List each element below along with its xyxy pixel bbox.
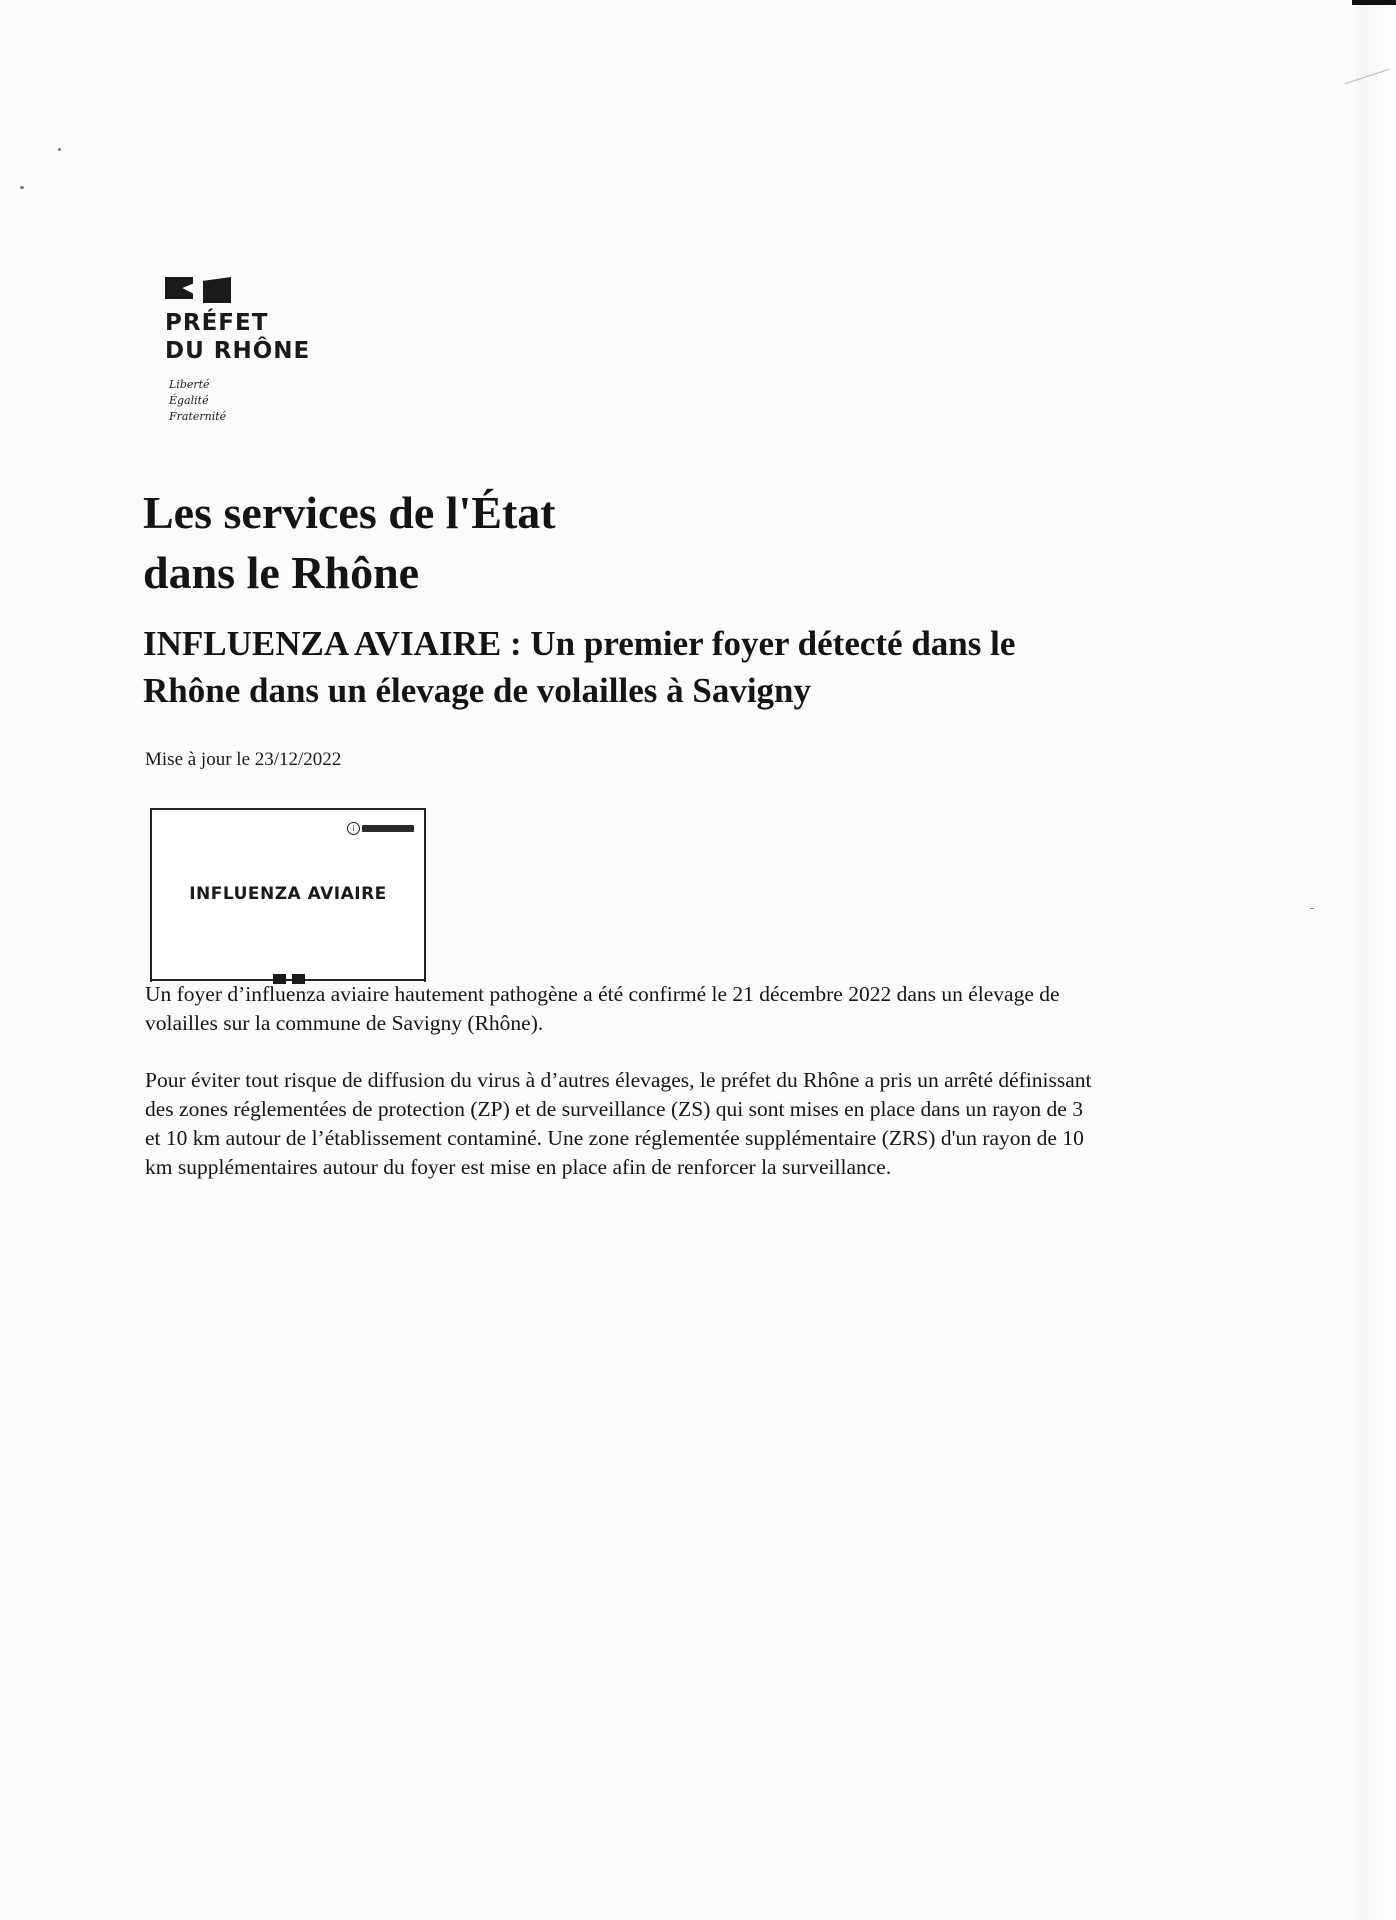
scan-speck xyxy=(20,186,24,189)
logo-title-line2: DU RHÔNE xyxy=(165,338,311,364)
logo-motto xyxy=(165,377,310,425)
article-image xyxy=(150,808,426,982)
flag-block-icon xyxy=(203,277,231,303)
image-title: INFLUENZA AVIAIRE xyxy=(189,884,387,904)
paragraph-1: Un foyer d’influenza aviaire hautement pathogène a été confirmé le 21 décembre 2022 dans un élevage de volailles sur la commune de Savigny (Rhône). xyxy=(145,982,1060,1035)
page-edge xyxy=(1356,0,1396,1920)
prefecture-logo xyxy=(165,277,310,425)
marianne-emblem xyxy=(165,277,310,303)
motto-egalite: Égalité xyxy=(169,394,209,407)
image-credit-badge xyxy=(347,822,414,835)
site-title xyxy=(143,483,843,603)
site-title-line1: Les services de l'État xyxy=(143,487,556,538)
logo-title-line1: PRÉFET xyxy=(165,310,269,336)
article-body xyxy=(145,980,1095,1210)
logo-title xyxy=(165,309,310,365)
paragraph-2: Pour éviter tout risque de diffusion du virus à d’autres élevages, le préfet du Rhône a pris un arrêté définissant des zones réglementées de protection (ZP) et de surveillance (ZS) qui sont mises en place dans un rayon de 3 et 10 km autour de l’établissement contaminé. Une zone réglementée supplémentaire (ZRS) d'un rayon de 10 km supplémentaires autour du foyer est mise en place afin de renforcer la surveillance. xyxy=(145,1068,1092,1179)
motto-fraternite: Fraternité xyxy=(169,410,227,423)
scan-speck xyxy=(58,148,61,151)
scan-corner-mark xyxy=(1352,0,1396,5)
scan-speck xyxy=(1310,908,1314,909)
credit-bar xyxy=(362,825,414,832)
marianne-profile-icon xyxy=(165,277,193,299)
site-title-line2: dans le Rhône xyxy=(143,547,420,598)
info-icon: i xyxy=(347,822,360,835)
article-title: INFLUENZA AVIAIRE : Un premier foyer détecté dans le Rhône dans un élevage de volailles à Savigny xyxy=(143,624,1016,710)
update-date: Mise à jour le 23/12/2022 xyxy=(145,749,342,770)
motto-liberte: Liberté xyxy=(169,378,210,391)
